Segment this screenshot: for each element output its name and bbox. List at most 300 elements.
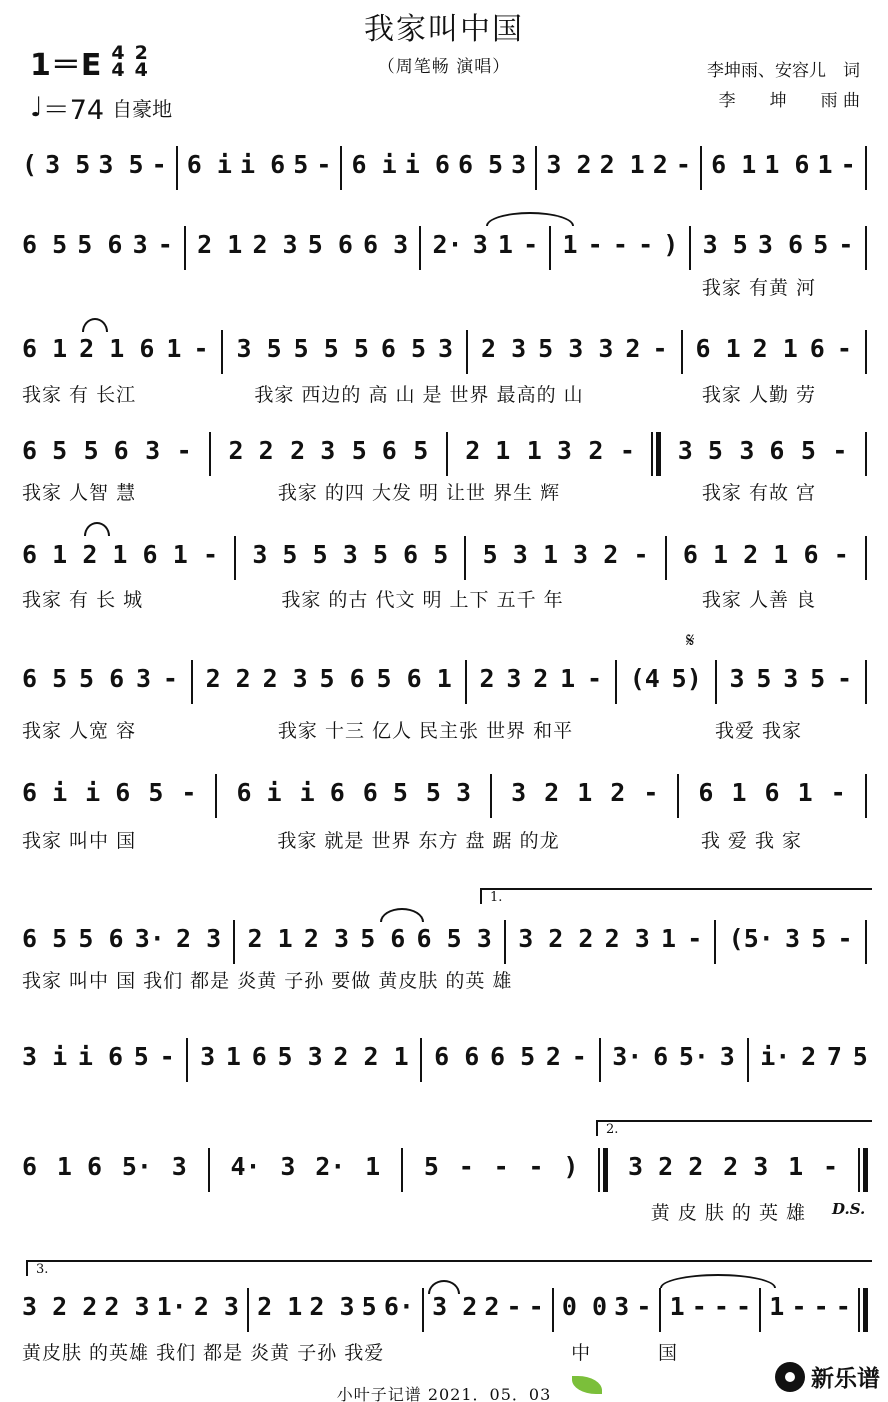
note-group: 5 <box>800 436 816 465</box>
note-group: - <box>838 230 854 259</box>
tempo-value: ＝74 <box>42 95 105 126</box>
note-group: 3 5 <box>252 540 298 569</box>
key-signature <box>30 40 148 84</box>
note-group: 2· <box>315 1152 346 1181</box>
notation-row <box>22 150 868 194</box>
notation-row <box>22 334 868 378</box>
note-group: - <box>151 150 167 179</box>
note-group: 5 <box>811 924 827 953</box>
note-group: 2 3 <box>290 436 336 465</box>
notation-row <box>22 540 868 584</box>
lyric-line: 我家 人宽 容 我家 十三 亿人 民主张 世界 和平 我爱 我家 <box>22 720 802 742</box>
bar-line <box>339 150 343 180</box>
note-group: 2 1 <box>599 150 645 179</box>
double-bar-line <box>651 436 661 466</box>
bar-line <box>419 1042 423 1072</box>
note-group: 3 2 2 <box>518 924 594 953</box>
note-group: 2 2 <box>205 664 251 693</box>
bar-line <box>598 1042 602 1072</box>
tie-mark <box>660 1274 776 1288</box>
note-group: 2 <box>625 334 641 363</box>
note-group: 3 <box>135 664 152 693</box>
note-group: 1 <box>669 1292 685 1321</box>
note-group: 2 <box>588 436 604 465</box>
bar-line <box>864 664 868 694</box>
lyric-line: 我家 有 长 城 我家 的古 代文 明 上下 五千 年 我家 人善 良 <box>22 589 816 611</box>
note-group: 1 <box>225 1042 241 1071</box>
bar-line <box>421 1292 425 1322</box>
note-group: 5 <box>423 1152 439 1181</box>
note-group: 5 <box>810 664 826 693</box>
bar-line <box>400 1152 404 1182</box>
note-group: - <box>159 1042 175 1071</box>
note-group: 6 5 <box>380 334 427 363</box>
note-group: 2 <box>801 1042 817 1071</box>
bar-line <box>680 334 684 364</box>
bar-line <box>864 334 868 364</box>
note-group: - <box>316 150 332 179</box>
note-group: 6 1 <box>711 150 757 179</box>
bar-line <box>864 540 868 570</box>
note-group: i 6 <box>85 778 131 807</box>
bar-line <box>551 1292 555 1322</box>
note-group: - <box>493 1152 509 1181</box>
bar-line <box>503 924 507 954</box>
note-group: 2 3 <box>303 924 350 953</box>
note-group: 5 3 3 <box>538 334 614 363</box>
bar-line <box>688 230 692 260</box>
note-group: - <box>193 334 209 363</box>
note-group: - <box>813 1292 829 1321</box>
note-group: 5 <box>756 664 772 693</box>
bar-line <box>658 1292 662 1322</box>
note-group: - <box>162 664 178 693</box>
bar-line <box>864 924 868 954</box>
double-bar-line <box>598 1152 608 1182</box>
key-label: 1＝E <box>30 48 102 83</box>
note-group: - <box>633 540 649 569</box>
note-group: 1 3 <box>542 540 589 569</box>
note-group: 5 3 <box>425 778 472 807</box>
note-group: 1 <box>166 334 182 363</box>
note-group: (4 <box>629 664 660 693</box>
note-group: - <box>736 1292 752 1321</box>
note-group: - <box>202 540 219 569</box>
note-group: 5· <box>678 1042 709 1071</box>
note-group: 5 6 <box>372 540 419 569</box>
bar-line <box>190 664 194 694</box>
bar-line <box>713 924 717 954</box>
double-bar-line <box>858 1292 868 1322</box>
bar-line <box>207 1152 211 1182</box>
lyric-line: 我家 有黄 河 <box>701 277 816 299</box>
note-group: - <box>835 1292 851 1321</box>
note-group: 2 3 <box>723 1152 769 1181</box>
note-group: 6 <box>251 1042 267 1071</box>
composer-credit: 李 坤 雨 曲 <box>718 91 860 111</box>
note-group: 2 1 6 <box>79 334 155 363</box>
note-group: 5 <box>413 436 429 465</box>
note-group: - <box>791 1292 807 1321</box>
note-group: 1 3 <box>526 436 572 465</box>
note-group: 4· <box>230 1152 261 1181</box>
note-group: - <box>636 1292 652 1321</box>
bar-line <box>534 150 538 180</box>
note-group: 6 1 <box>22 334 68 363</box>
note-group: - <box>713 1292 729 1321</box>
bar-line <box>233 540 237 570</box>
note-group: ) <box>663 230 679 259</box>
note-group: 1 <box>497 230 513 259</box>
time-signature-1: 4 4 <box>111 42 125 81</box>
note-group: 3· <box>134 924 165 953</box>
note-group: 1 <box>769 1292 785 1321</box>
note-group: 3 2 <box>432 1292 478 1321</box>
note-group: 2 2 1 <box>333 1042 409 1071</box>
lyric-line: 我家 叫中 国 我家 就是 世界 东方 盘 踞 的龙 我 爱 我 家 <box>22 830 802 852</box>
record-disc-icon <box>775 1362 805 1392</box>
note-group: - <box>181 778 197 807</box>
bar-line <box>714 664 718 694</box>
note-group: 5 6 1 <box>376 664 452 693</box>
note-group: i 6 <box>77 1042 124 1071</box>
note-group: 6 1 <box>682 540 729 569</box>
note-group: 5 <box>433 540 449 569</box>
bar-line <box>183 230 187 260</box>
lyric-line: 我家 有 长江 我家 西边的 高 山 是 世界 最高的 山 我家 人勤 劳 <box>22 384 816 406</box>
note-group: 3 5 <box>677 436 723 465</box>
note-group: 1 <box>560 664 576 693</box>
note-group: 2 3 <box>481 334 527 363</box>
note-group: 5 6 <box>319 664 365 693</box>
note-group: 3 <box>145 436 161 465</box>
note-group: 6 5 <box>457 150 504 179</box>
note-group: - <box>643 778 659 807</box>
note-group: 3 2 2 <box>22 1292 98 1321</box>
note-group: 2 1 <box>197 230 243 259</box>
note-group: 6 <box>698 778 714 807</box>
note-group: 5 <box>852 1042 868 1071</box>
note-group: 5 <box>148 778 164 807</box>
note-group: - <box>523 230 539 259</box>
note-group: 3 i <box>22 1042 68 1071</box>
note-group: 3 5 <box>98 150 144 179</box>
bar-line <box>220 334 224 364</box>
note-group: 3 <box>472 230 488 259</box>
notation-row <box>22 664 868 708</box>
note-group: - <box>619 436 635 465</box>
note-group: 1 <box>577 778 593 807</box>
note-group: 3 5 <box>702 230 748 259</box>
note-group: 2· <box>432 230 463 259</box>
note-group: 6 <box>653 1042 669 1071</box>
note-group: 2 2 <box>228 436 274 465</box>
note-group: 5 5 5 <box>293 334 369 363</box>
note-group: 2 1 <box>247 924 293 953</box>
notation-row <box>22 778 868 822</box>
note-group: 2 1 <box>752 334 798 363</box>
note-group: 1 <box>365 1152 381 1181</box>
note-group: - <box>157 230 173 259</box>
song-title: 我家叫中国 <box>364 12 524 47</box>
note-group: 5 6 <box>78 664 125 693</box>
lyric-line: 我家 人智 慧 我家 的四 大发 明 让世 界生 辉 我家 有故 宫 <box>22 482 816 504</box>
note-group: 2 3 <box>193 1292 239 1321</box>
note-group: - <box>675 150 691 179</box>
note-group: 6 5 <box>22 230 68 259</box>
note-group: 1 <box>797 778 813 807</box>
note-group: ) <box>563 1152 579 1181</box>
note-group: 6· <box>383 1292 414 1321</box>
bar-line <box>445 436 449 466</box>
note-group: 2 3 <box>104 1292 150 1321</box>
note-group: 5 3 <box>277 1042 323 1071</box>
note-group: 5 3 <box>312 540 358 569</box>
note-group: 5 6 <box>77 230 123 259</box>
note-group: - <box>840 150 856 179</box>
bar-line <box>246 1292 250 1322</box>
note-group: 3 <box>719 1042 735 1071</box>
note-group: - <box>506 1292 522 1321</box>
note-group: - <box>638 230 654 259</box>
note-group: - <box>458 1152 474 1181</box>
note-group: 6 i <box>236 778 282 807</box>
note-group: 6 5 <box>490 1042 536 1071</box>
bar-line <box>864 150 868 180</box>
note-group: - <box>587 230 603 259</box>
note-group: 2 3 <box>175 924 222 953</box>
note-group: 3 <box>200 1042 216 1071</box>
note-group: 6 i <box>351 150 397 179</box>
note-group: 5 3 <box>482 540 528 569</box>
note-group: 3 <box>511 778 527 807</box>
note-group: 6 5 <box>22 664 68 693</box>
note-group: 3 <box>614 1292 630 1321</box>
bar-line <box>489 778 493 808</box>
slur-mark <box>380 908 424 922</box>
slur-mark <box>82 318 108 332</box>
note-group: (5· <box>728 924 774 953</box>
transcriber-footer: 小叶子记谱 2021．05．03 <box>336 1385 552 1402</box>
bar-line <box>175 150 179 180</box>
note-group: - <box>836 334 852 363</box>
volta-1: 1. <box>480 888 872 904</box>
note-group: 1 <box>817 150 833 179</box>
note-group: i 6 <box>404 150 450 179</box>
note-group: 2 <box>544 778 560 807</box>
notation-row <box>22 230 868 274</box>
note-group: 3 <box>511 150 527 179</box>
note-group: 3· <box>612 1042 643 1071</box>
bar-line <box>699 150 703 180</box>
note-group: 3 2 <box>546 150 592 179</box>
note-group: 1 <box>172 540 188 569</box>
note-group: 6 i <box>22 778 68 807</box>
note-group: 2 <box>545 1042 561 1071</box>
note-group: i 6 <box>299 778 345 807</box>
note-group: 1 6 <box>764 150 810 179</box>
slur-mark <box>84 522 110 536</box>
note-group: 2 <box>652 150 668 179</box>
note-group: 2 3 <box>309 1292 355 1321</box>
bar-line <box>676 778 680 808</box>
bar-line <box>548 230 552 260</box>
tie-mark <box>486 212 574 226</box>
note-group: 5 6 <box>360 924 406 953</box>
note-group: 3 6 <box>757 230 804 259</box>
note-group: 1 6 <box>56 1152 103 1181</box>
note-group: 2 <box>533 664 549 693</box>
singer-credit: （周笔畅 演唱） <box>377 57 511 77</box>
quarter-note-icon: ♩ <box>30 92 43 123</box>
notation-row <box>22 1042 868 1086</box>
segno-mark: 𝄋 <box>686 628 695 652</box>
note-group: 1 <box>660 924 677 953</box>
bar-line <box>463 540 467 570</box>
notation-row <box>22 1292 868 1336</box>
note-group: 0 0 <box>561 1292 608 1321</box>
note-group: - <box>822 1152 839 1181</box>
note-group: 6 5 3 <box>416 924 492 953</box>
note-group: - <box>837 664 853 693</box>
note-group: 3 <box>729 664 745 693</box>
logo-text: 新乐谱 <box>811 1366 880 1392</box>
notation-row <box>22 924 868 968</box>
note-group: 5 <box>293 150 309 179</box>
note-group: i 6 <box>239 150 286 179</box>
note-group: 2 <box>603 540 619 569</box>
note-group: - <box>612 230 628 259</box>
note-group: 2 3 <box>604 924 650 953</box>
note-group: 2 1 <box>465 436 511 465</box>
bar-line <box>232 924 236 954</box>
note-group: 3 <box>132 230 148 259</box>
lyric-line: 黄皮肤 的英雄 我们 都是 炎黄 子孙 我爱 中 国 <box>22 1342 678 1364</box>
note-group: 5 6 <box>351 436 397 465</box>
note-group: 6 <box>803 540 819 569</box>
note-group: 3 <box>785 924 801 953</box>
bar-line <box>185 1042 189 1072</box>
note-group: 5 <box>361 1292 377 1321</box>
notation-row <box>22 436 868 480</box>
notation-row <box>22 1152 868 1196</box>
note-group: 6 <box>22 1152 38 1181</box>
note-group: - <box>571 1042 587 1071</box>
note-group: 6 5 <box>362 778 408 807</box>
note-group: 6 <box>809 334 825 363</box>
site-logo <box>775 1360 880 1393</box>
note-group: 2 <box>479 664 495 693</box>
note-group: - <box>691 1292 707 1321</box>
note-group: 6 1 <box>695 334 741 363</box>
note-group: 3 <box>783 664 799 693</box>
note-group: 5 6 <box>307 230 353 259</box>
note-group: - <box>587 664 603 693</box>
note-group: 2 3 <box>252 230 298 259</box>
bar-line <box>864 230 868 260</box>
note-group: 5 <box>813 230 829 259</box>
bar-line <box>758 1292 762 1322</box>
note-group: - <box>176 436 192 465</box>
note-group: - <box>833 540 849 569</box>
note-group: 3 <box>438 334 454 363</box>
note-group: 5 6 <box>78 924 124 953</box>
note-group: 3 <box>506 664 522 693</box>
lyric-line: 我家 叫中 国 我们 都是 炎黄 子孙 要做 黄皮肤 的英 雄 <box>22 970 513 992</box>
bar-line <box>208 436 212 466</box>
bar-line <box>464 664 468 694</box>
bar-line <box>418 230 422 260</box>
note-group: 2 3 <box>262 664 308 693</box>
note-group: - <box>652 334 668 363</box>
bar-line <box>864 436 868 466</box>
note-group: - <box>528 1152 544 1181</box>
note-group: - <box>830 778 846 807</box>
note-group: 5 <box>133 1042 149 1071</box>
note-group: 3 2 2 <box>628 1152 704 1181</box>
note-group: i· <box>760 1042 791 1071</box>
tempo-style: 自豪地 <box>112 97 173 121</box>
note-group: 6 5 <box>22 924 68 953</box>
bar-line <box>614 664 618 694</box>
note-group: 6 <box>764 778 780 807</box>
note-group: 1· <box>156 1292 187 1321</box>
volta-3: 3. <box>26 1260 872 1276</box>
note-group: 3 5 <box>236 334 282 363</box>
bar-line <box>746 1042 750 1072</box>
note-group: 6 5 <box>22 436 68 465</box>
note-group: 1 <box>562 230 578 259</box>
slur-mark <box>428 1280 460 1294</box>
note-group: 1 <box>788 1152 804 1181</box>
note-group: 5) <box>671 664 702 693</box>
note-group: 6 1 <box>22 540 68 569</box>
note-group: 2 <box>484 1292 500 1321</box>
note-group: 2 1 <box>257 1292 303 1321</box>
volta-2: 2. <box>596 1120 872 1136</box>
note-group: 6 3 <box>363 230 409 259</box>
note-group: 2 1 6 <box>82 540 158 569</box>
note-group: - <box>832 436 848 465</box>
note-group: 3 5 <box>45 150 91 179</box>
bar-line <box>214 778 218 808</box>
lyric-line: 黄 皮 肤 的 英 雄 <box>650 1202 806 1224</box>
note-group: 2 1 <box>743 540 789 569</box>
note-group: 3 <box>171 1152 187 1181</box>
note-group: 5· <box>121 1152 152 1181</box>
time-signature-2: 2 4 <box>134 42 148 81</box>
note-group: - <box>837 924 853 953</box>
note-group: 6 i <box>186 150 232 179</box>
note-group: 5 6 <box>83 436 129 465</box>
note-group: ( <box>22 150 38 179</box>
note-group: 7 <box>826 1042 842 1071</box>
tempo-marking <box>30 88 172 127</box>
bar-line <box>465 334 469 364</box>
note-group: 1 <box>731 778 747 807</box>
bar-line <box>864 778 868 808</box>
ds-mark: D.S. <box>832 1200 866 1218</box>
note-group: 6 6 <box>434 1042 480 1071</box>
note-group: 3 <box>280 1152 296 1181</box>
note-group: - <box>687 924 703 953</box>
double-bar-line <box>858 1152 868 1182</box>
note-group: - <box>528 1292 544 1321</box>
note-group: 3 6 <box>739 436 785 465</box>
lyricist-credit: 李坤雨、安容儿 词 <box>707 61 860 81</box>
bar-line <box>664 540 668 570</box>
note-group: 2 <box>610 778 626 807</box>
